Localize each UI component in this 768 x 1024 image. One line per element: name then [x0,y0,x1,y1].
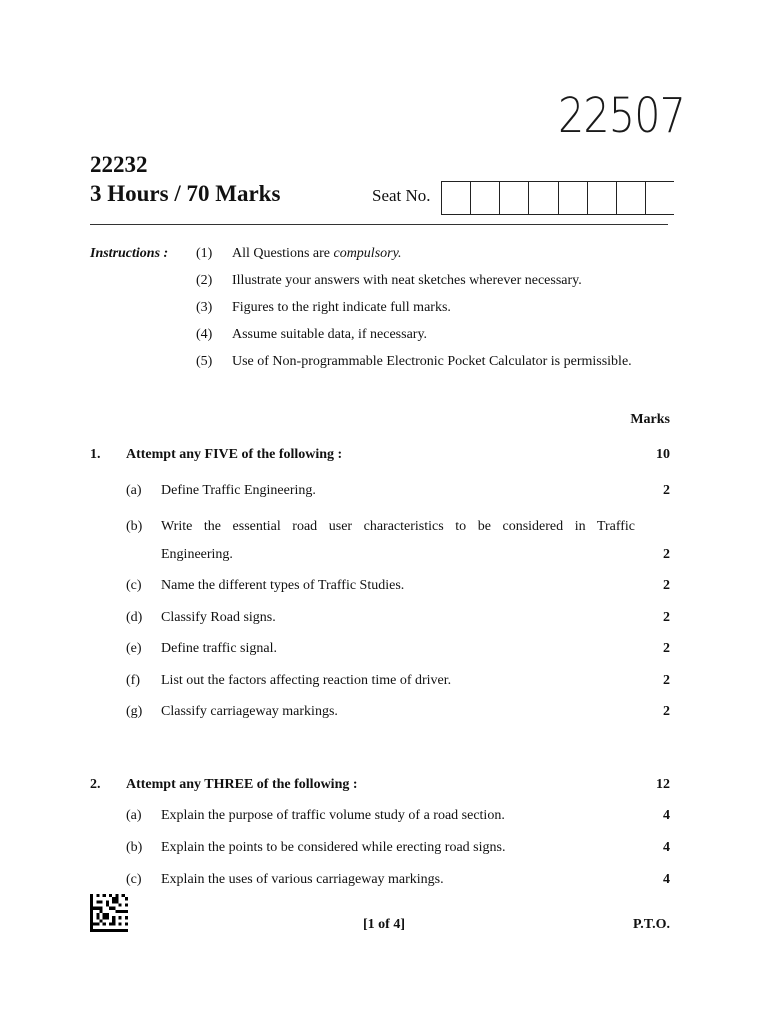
sub-question-text: List out the factors affecting reaction time of driver. [161,673,452,688]
sub-question-label: (g) [126,704,143,719]
instruction-text: Assume suitable data, if necessary. [232,327,428,342]
seat-box[interactable] [645,182,674,214]
subject-code: 22232 [90,152,148,177]
sub-question-marks: 4 [663,840,670,855]
sub-question-marks: 2 [663,641,670,656]
question-number: 2. [90,777,101,792]
seat-box[interactable] [616,182,645,214]
sub-question-marks: 4 [663,872,670,887]
sub-question-text: Classify carriageway markings. [161,704,338,719]
duration-marks: 3 Hours / 70 Marks [90,181,281,206]
page-number: [1 of 4] [363,917,405,932]
paper-code: 22507 [558,88,686,144]
seat-box[interactable] [528,182,557,214]
sub-question-label: (f) [126,673,140,688]
instruction-text: Use of Non-programmable Electronic Pocket Calculator is permissible. [232,354,632,369]
instruction-text: All Questions are compulsory. [232,246,402,261]
sub-question-marks: 4 [663,808,670,823]
sub-question-label: (b) [126,840,143,855]
instruction-number: (2) [196,273,213,288]
instruction-text: Figures to the right indicate full marks. [232,300,451,315]
sub-question-label: (e) [126,641,142,656]
sub-question-text: Explain the points to be considered while erecting road signs. [161,840,506,855]
seat-number-label: Seat No. [372,186,431,205]
sub-question-marks: 2 [663,610,670,625]
question-marks: 10 [656,447,670,462]
sub-question-text: Explain the purpose of traffic volume study of a road section. [161,808,505,823]
sub-question-text: Name the different types of Traffic Studies. [161,578,405,593]
sub-question-text: Define traffic signal. [161,641,277,656]
seat-box[interactable] [441,182,470,214]
sub-question-marks: 2 [663,547,670,562]
sub-question-marks: 2 [663,578,670,593]
question-heading: Attempt any THREE of the following : [126,777,358,792]
seat-box[interactable] [470,182,499,214]
seat-number-boxes[interactable] [441,181,674,215]
sub-question-label: (d) [126,610,143,625]
sub-question-label: (b) [126,519,143,534]
sub-question-label: (a) [126,808,142,823]
instruction-number: (4) [196,327,213,342]
sub-question-marks: 2 [663,673,670,688]
instruction-number: (3) [196,300,213,315]
sub-question-label: (c) [126,578,142,593]
question-marks: 12 [656,777,670,792]
sub-question-marks: 2 [663,704,670,719]
seat-box[interactable] [499,182,528,214]
instruction-emphasis: compulsory. [333,246,402,261]
instruction-number: (5) [196,354,213,369]
instructions-label: Instructions : [90,246,169,261]
instruction-text: Illustrate your answers with neat sketches wherever necessary. [232,273,582,288]
sub-question-text: Define Traffic Engineering. [161,483,316,498]
seat-box[interactable] [558,182,587,214]
sub-question-marks: 2 [663,483,670,498]
sub-question-text: Write the essential road user characteristics to be considered in Traffic [161,519,635,534]
sub-question-label: (c) [126,872,142,887]
sub-question-text: Classify Road signs. [161,610,276,625]
question-number: 1. [90,447,101,462]
instruction-number: (1) [196,246,213,261]
question-heading: Attempt any FIVE of the following : [126,447,343,462]
marks-column-header: Marks [630,412,670,427]
sub-question-text: Explain the uses of various carriageway markings. [161,872,444,887]
sub-question-text-continued: Engineering. [161,547,233,562]
please-turn-over: P.T.O. [633,917,670,932]
sub-question-label: (a) [126,483,142,498]
header-divider [90,224,668,225]
seat-box[interactable] [587,182,616,214]
